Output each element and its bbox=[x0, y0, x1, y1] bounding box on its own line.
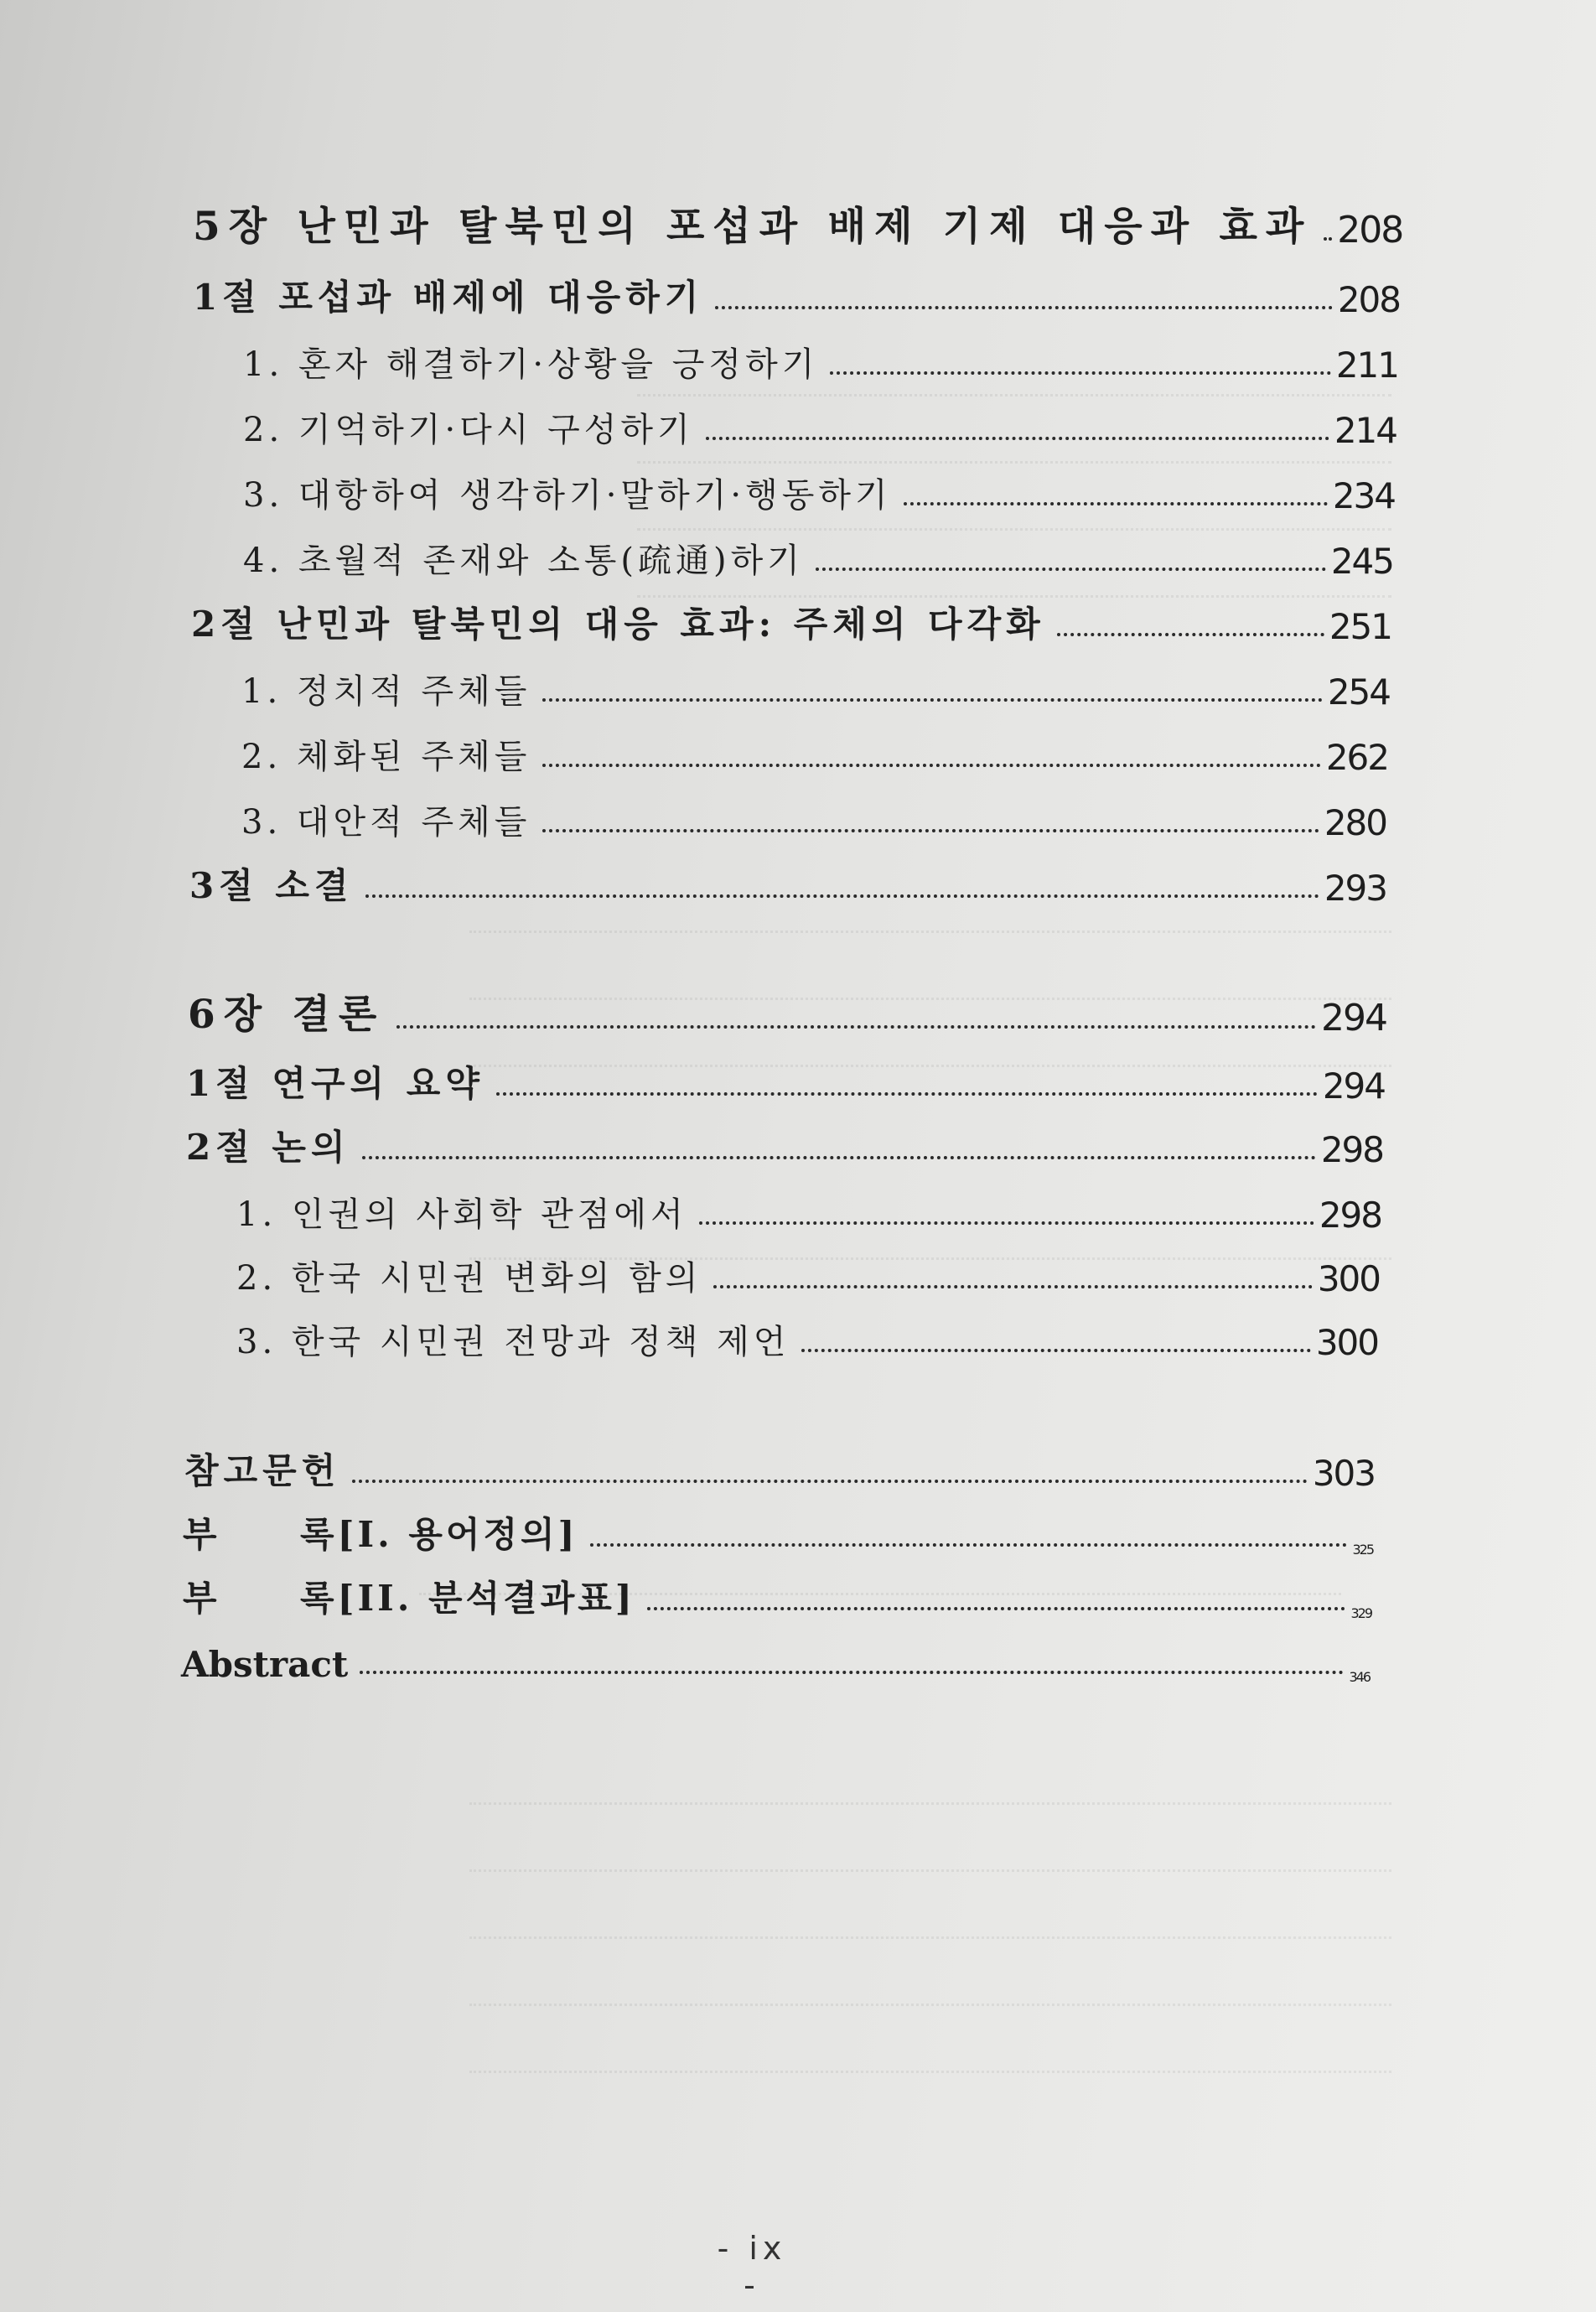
dot-leader bbox=[699, 1221, 1314, 1225]
toc-entry-label: 3. 대항하여 생각하기·말하기·행동하기 bbox=[243, 476, 892, 515]
toc-entry-page: 346 bbox=[1349, 1669, 1370, 1685]
toc-entry-item bbox=[243, 335, 1398, 386]
dot-leader bbox=[590, 1543, 1348, 1547]
toc-entry-item bbox=[241, 728, 1388, 778]
toc-entry-item bbox=[236, 1249, 1380, 1299]
toc-entry-section bbox=[193, 270, 1400, 320]
toc-entry-section bbox=[191, 597, 1391, 647]
toc-entry-page: 298 bbox=[1320, 1129, 1383, 1170]
toc-entry-abstract bbox=[181, 1635, 1370, 1685]
toc-entry-label: 2. 한국 시민권 변화의 함의 bbox=[236, 1259, 702, 1298]
toc-entry-page: 245 bbox=[1330, 541, 1393, 582]
dot-leader bbox=[542, 698, 1322, 702]
toc-entry-label: 1. 정치적 주체들 bbox=[241, 672, 531, 711]
dot-leader bbox=[542, 764, 1320, 767]
toc-entry-label: 1절 포섭과 배제에 대응하기 bbox=[193, 277, 704, 318]
toc-entry-section bbox=[186, 1120, 1383, 1170]
dot-leader bbox=[713, 1285, 1312, 1288]
toc-entry-label bbox=[183, 1571, 635, 1621]
dot-leader bbox=[1057, 633, 1324, 636]
toc-entry-label: 2. 체화된 주체들 bbox=[241, 738, 531, 776]
toc-entry-page: 325 bbox=[1352, 1542, 1373, 1558]
toc-entry-page: 214 bbox=[1334, 410, 1396, 451]
dot-leader bbox=[816, 568, 1326, 571]
toc-entry-item bbox=[236, 1185, 1381, 1236]
dot-leader bbox=[801, 1349, 1310, 1352]
toc-entry-chapter-6 bbox=[188, 989, 1386, 1039]
toc-entry-label: 참고문헌 bbox=[184, 1450, 341, 1491]
toc-entry-appendix-1 bbox=[183, 1507, 1373, 1558]
dot-leader bbox=[360, 1671, 1344, 1674]
toc-entry-page: 293 bbox=[1324, 868, 1386, 909]
toc-entry-label: 1절 연구의 요약 bbox=[186, 1063, 484, 1104]
toc-entry-label: Abstract bbox=[181, 1644, 349, 1685]
toc-entry-label bbox=[183, 1507, 578, 1558]
toc-entry-page: 251 bbox=[1329, 606, 1391, 647]
toc-entry-item bbox=[243, 531, 1393, 582]
toc-entry-references bbox=[184, 1444, 1375, 1494]
dot-leader bbox=[647, 1607, 1346, 1610]
toc-entry-item bbox=[241, 793, 1386, 843]
toc-entry-page: 300 bbox=[1315, 1322, 1378, 1363]
toc-entry-page: 262 bbox=[1325, 737, 1388, 778]
toc-entry-page: 294 bbox=[1321, 997, 1386, 1039]
toc-entry-label: 6장 결론 bbox=[188, 992, 386, 1038]
toc-entry-section bbox=[189, 858, 1386, 909]
toc-entry-appendix-2 bbox=[183, 1571, 1371, 1621]
toc-entry-label: 3절 소결 bbox=[189, 865, 354, 906]
appendix-title: 록[II. 분석결과표] bbox=[300, 1578, 635, 1619]
toc-entry-page: 300 bbox=[1317, 1258, 1380, 1299]
dot-leader bbox=[715, 306, 1332, 309]
toc-entry-label: 3. 대안적 주체들 bbox=[241, 803, 531, 842]
toc-entry-label: 3. 한국 시민권 전망과 정책 제언 bbox=[236, 1323, 790, 1361]
dot-leader bbox=[496, 1092, 1318, 1096]
toc-entry-label: 5장 난민과 탈북민의 포섭과 배제 기제 대응과 효과 bbox=[193, 204, 1313, 250]
toc-entry-page: 294 bbox=[1322, 1065, 1385, 1107]
toc-entry-page: 254 bbox=[1327, 671, 1390, 713]
toc-entry-label: 2절 논의 bbox=[186, 1127, 350, 1168]
toc-entry-item bbox=[243, 466, 1395, 516]
dot-leader bbox=[1324, 237, 1332, 241]
dot-leader bbox=[396, 1025, 1316, 1029]
dot-leader bbox=[365, 894, 1319, 898]
dot-leader bbox=[362, 1156, 1316, 1159]
toc-entry-page: 234 bbox=[1332, 475, 1395, 516]
toc-entry-item bbox=[236, 1313, 1378, 1363]
toc-entry-page: 303 bbox=[1312, 1453, 1375, 1494]
dot-leader bbox=[904, 502, 1328, 505]
toc-entry-label: 4. 초월적 존재와 소통(疏通)하기 bbox=[243, 542, 804, 580]
appendix-title: 록[I. 용어정의] bbox=[300, 1514, 578, 1555]
dot-leader bbox=[352, 1480, 1308, 1483]
toc-entry-label: 2절 난민과 탈북민의 대응 효과: 주체의 다각화 bbox=[191, 604, 1045, 645]
toc-entry-page: 208 bbox=[1337, 209, 1403, 251]
toc-entry-item bbox=[243, 401, 1396, 451]
toc-entry-item bbox=[241, 662, 1390, 713]
toc-entry-label: 1. 인권의 사회학 관점에서 bbox=[236, 1195, 687, 1234]
toc-entry-page: 208 bbox=[1337, 279, 1400, 320]
appendix-prefix: 부 bbox=[183, 1578, 220, 1619]
appendix-prefix: 부 bbox=[183, 1514, 220, 1555]
toc-entry-section bbox=[186, 1056, 1385, 1107]
dot-leader bbox=[542, 829, 1319, 832]
dot-leader bbox=[830, 371, 1330, 375]
toc-entry-chapter-5 bbox=[193, 201, 1403, 251]
toc-entry-label: 1. 혼자 해결하기·상황을 긍정하기 bbox=[243, 345, 819, 384]
toc-entry-page: 298 bbox=[1319, 1195, 1381, 1236]
dot-leader bbox=[706, 437, 1329, 440]
toc-entry-label: 2. 기억하기·다시 구성하기 bbox=[243, 411, 694, 449]
toc-entry-page: 211 bbox=[1335, 345, 1398, 386]
page-number: - ix - bbox=[717, 2230, 787, 2304]
toc-entry-page: 329 bbox=[1350, 1605, 1371, 1621]
toc-entry-page: 280 bbox=[1324, 802, 1386, 843]
